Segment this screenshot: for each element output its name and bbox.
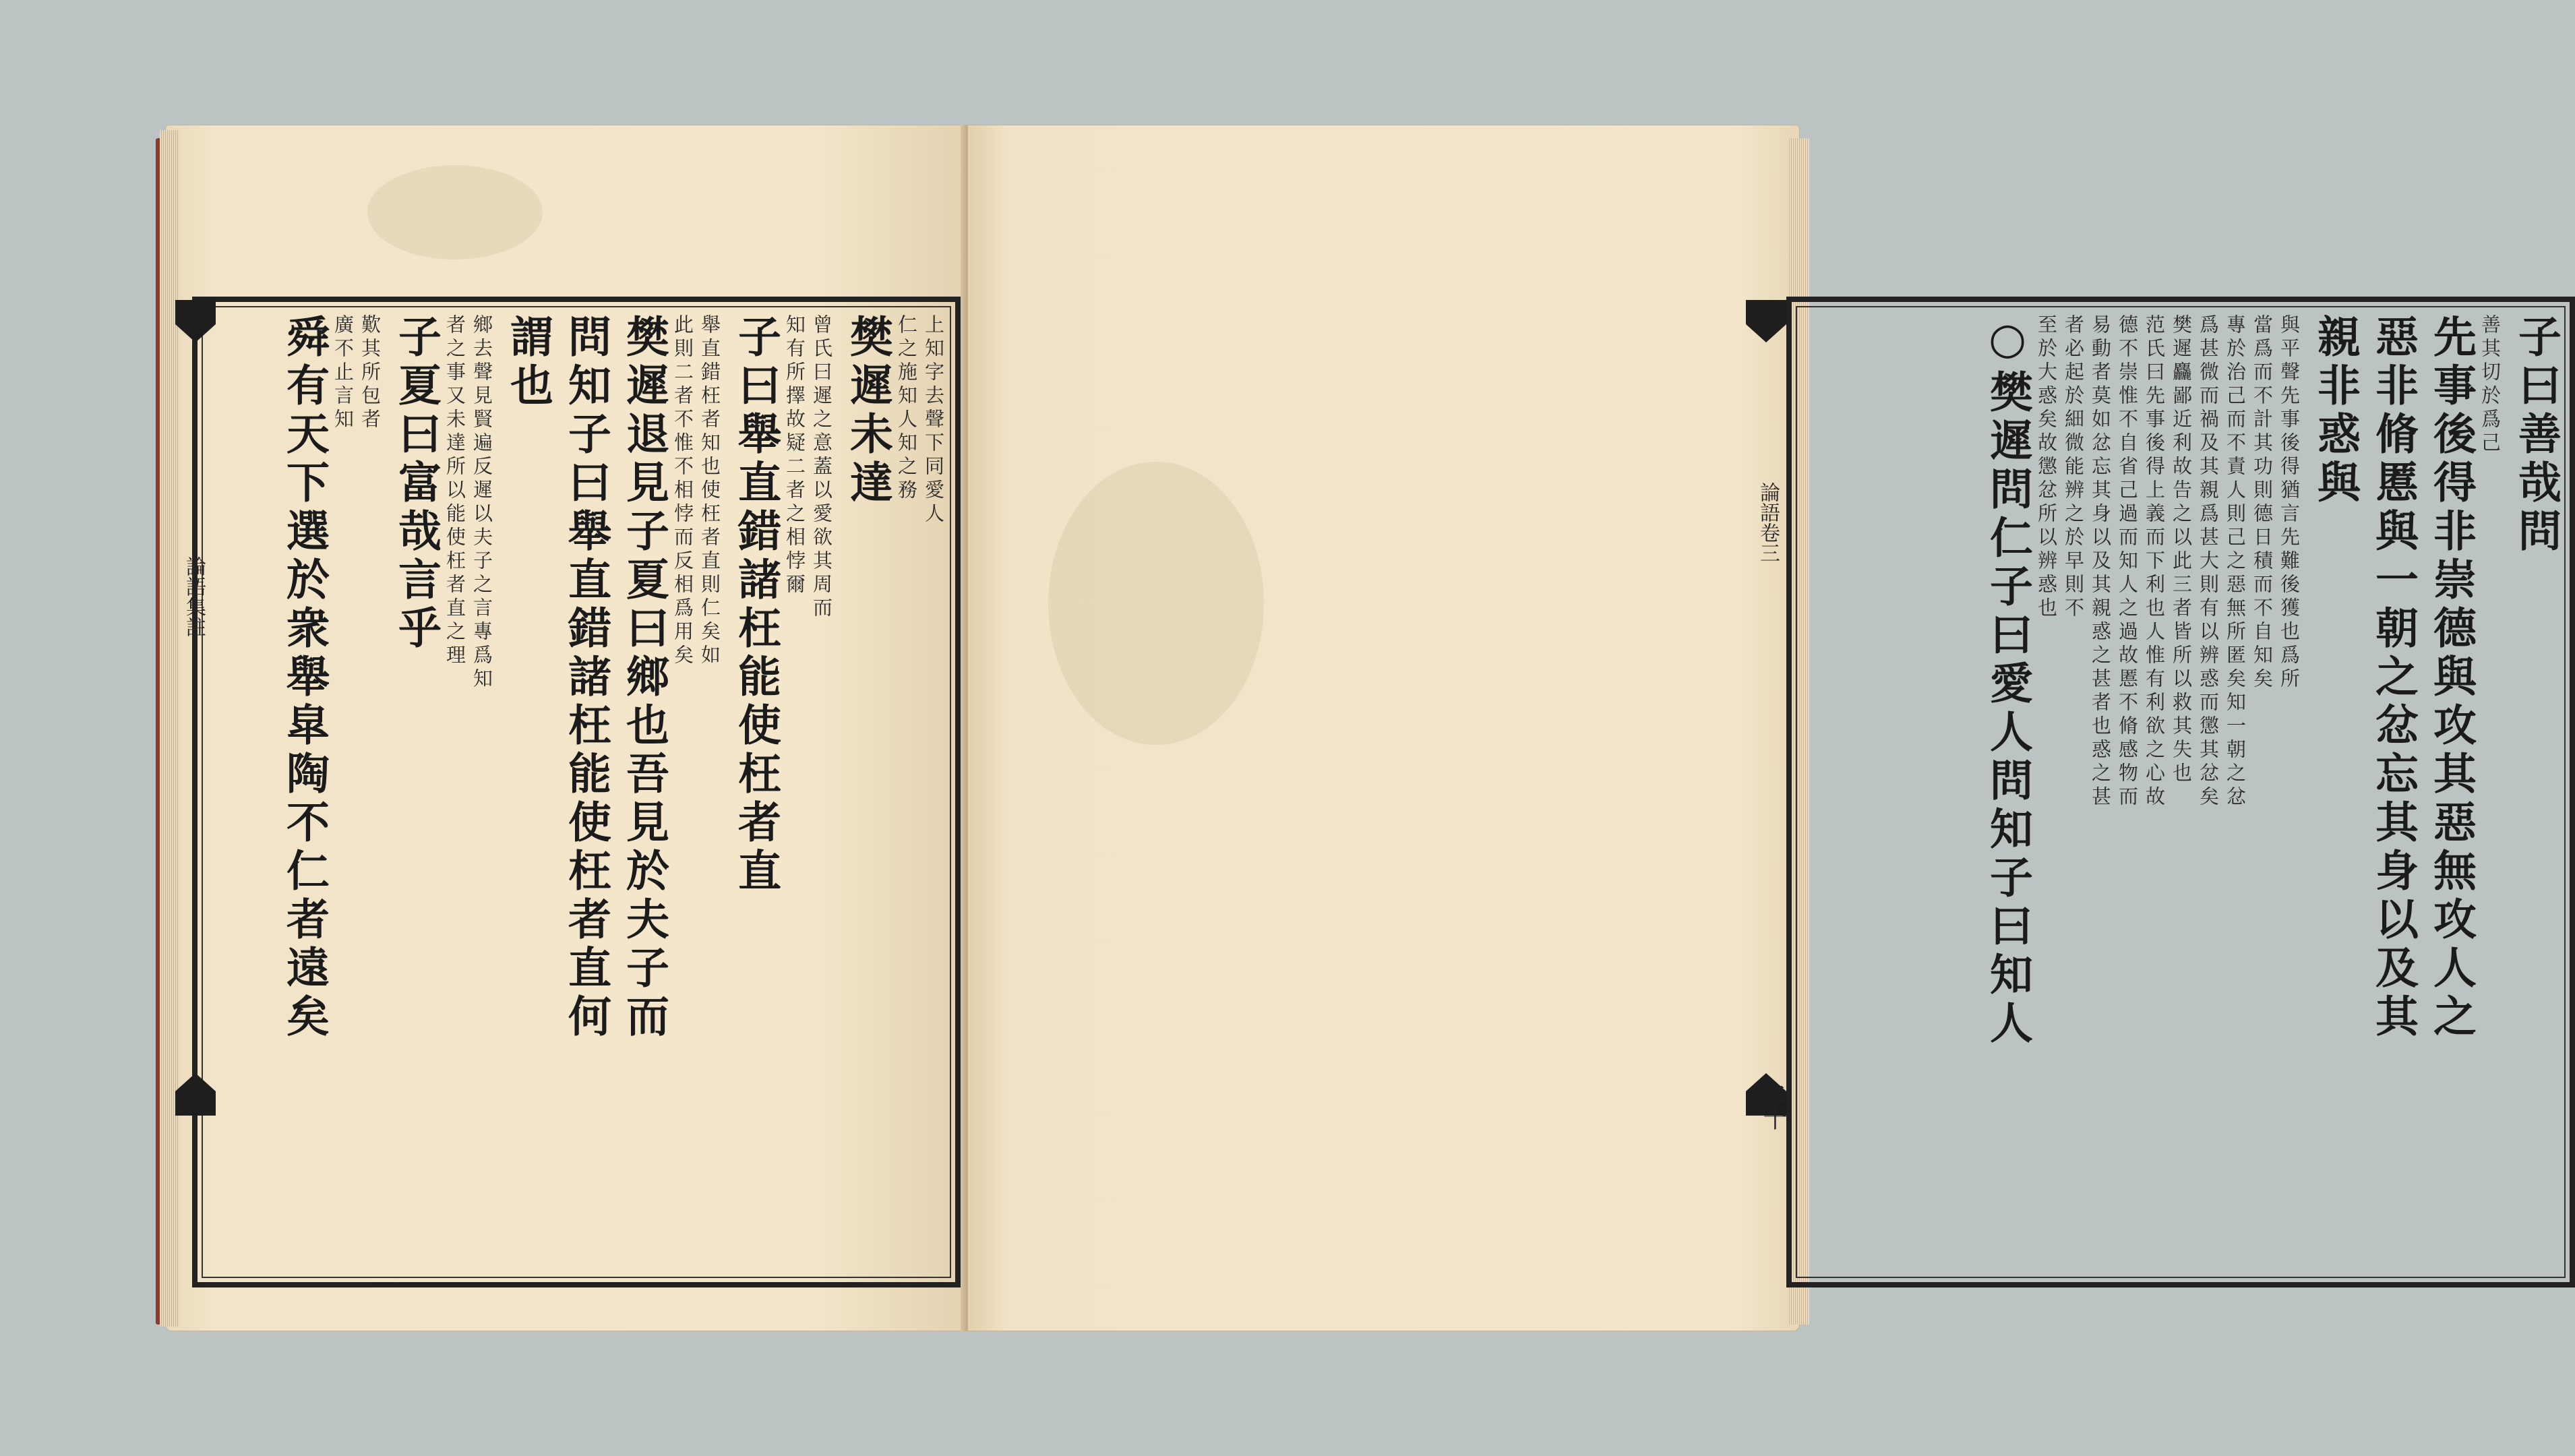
commentary-column: 廣不止言知	[332, 314, 355, 432]
main-text-column: 問知子曰舉直錯諸枉能使枉者直何	[561, 314, 611, 1042]
commentary-column: 上知字去聲下同愛人	[922, 314, 945, 526]
commentary-column: 易動者莫如忿忘其身以及其親惑之甚者也惑之甚	[2089, 314, 2112, 810]
left-text-frame	[192, 297, 961, 1287]
commentary-column: 者必起於細微能辨之於早則不	[2062, 314, 2085, 621]
main-text-column: 樊遲退見子夏曰鄉也吾見於夫子而	[619, 314, 669, 1042]
open-book	[165, 125, 2561, 1331]
right-text-columns	[1804, 314, 2561, 1270]
commentary-column: 樊遲麤鄙近利故告之以此三者皆所以救其失也	[2170, 314, 2193, 786]
commentary-column: 知有所擇故疑二者之相悖爾	[783, 314, 806, 597]
main-text-column: 子夏曰富哉言乎	[391, 314, 441, 654]
fish-tail-mark-top-right	[1746, 300, 1786, 361]
commentary-column: 善其切於爲己	[2479, 314, 2502, 456]
commentary-column: 鄉去聲見賢遍反遲以夫子之言專爲知	[471, 314, 493, 692]
main-text-column: 先事後得非崇德與攻其惡無攻人之	[2426, 314, 2476, 1042]
main-text-column: 親非惑與	[2310, 314, 2360, 508]
right-text-frame	[1786, 297, 2575, 1287]
main-text-column: 舜有天下選於衆舉皐陶不仁者遠矣	[279, 314, 329, 1042]
commentary-column: 當爲而不計其功則德日積而不自知矣	[2251, 314, 2274, 692]
right-page	[967, 125, 2561, 1331]
left-page	[165, 125, 967, 1331]
left-center-label: 論語集註	[182, 556, 206, 637]
commentary-column: 德不崇惟不自省己過而知人之過故慝不脩感物而	[2116, 314, 2139, 810]
commentary-column: 與平聲先事後得猶言先難後獲也爲所	[2278, 314, 2301, 692]
commentary-column: 舉直錯枉者知也使枉者直則仁矣如	[698, 314, 721, 668]
left-text-columns	[210, 314, 943, 1270]
commentary-column: 至於大惑矣故懲忿所以辨惑也	[2035, 314, 2058, 621]
main-text-column: 謂也	[503, 314, 553, 411]
main-text-column: 子曰舉直錯諸枉能使枉者直	[731, 314, 781, 897]
right-center-label: 論語卷三	[1756, 482, 1780, 563]
main-text-column: 子曰善哉問	[2511, 314, 2561, 557]
commentary-column: 此則二者不惟不相悖而反相爲用矣	[671, 314, 694, 668]
main-text-column: 惡非脩慝與一朝之忿忘其身以及其	[2368, 314, 2418, 1042]
main-text-column: ○樊遲問仁子曰愛人問知子曰知人	[1982, 314, 2032, 1049]
commentary-column: 曾氏曰遲之意蓋以愛欲其周而	[810, 314, 833, 621]
commentary-column: 者之事又未達所以能使枉者直之理	[444, 314, 466, 668]
commentary-column: 專於治己而不責人則己之惡無所匿矣知一朝之忿	[2224, 314, 2247, 810]
page-number: 二十	[1759, 1082, 1787, 1130]
commentary-column: 爲甚微而禍及其親爲甚大則有以辨惑而懲其忿矣	[2197, 314, 2220, 810]
main-text-column: 樊遲未達	[843, 314, 892, 508]
commentary-column: 歎其所包者	[359, 314, 382, 432]
commentary-column: 仁之施知人知之務	[895, 314, 918, 503]
commentary-column: 范氏曰先事後得上義而下利也人惟有利欲之心故	[2143, 314, 2166, 810]
